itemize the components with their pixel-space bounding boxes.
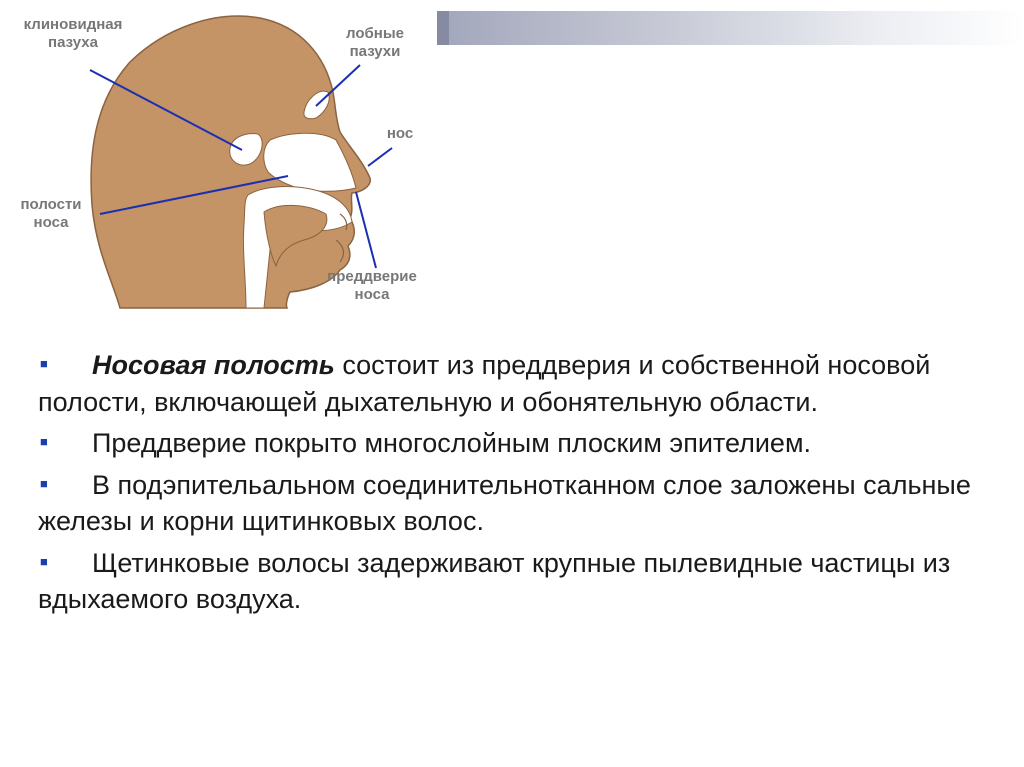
bullet-text: Щетинковые волосы задерживают крупные пылевидные частицы из вдыхаемого воздуха.	[38, 547, 951, 614]
label-line: лобные	[346, 25, 404, 42]
square-bullet-icon: ■	[40, 475, 48, 491]
label-line: клиновидная	[23, 16, 123, 33]
label-line: носа	[354, 286, 390, 303]
label-nasal-vestibule	[307, 268, 437, 304]
label-nasal-cavities	[6, 196, 96, 232]
pointer-nasal-vestibule	[356, 192, 376, 268]
label-frontal-sinuses	[330, 25, 420, 61]
bullet-item	[38, 424, 988, 462]
label-sphenoid-sinus	[8, 16, 138, 52]
bullet-item	[38, 466, 988, 540]
label-line: нос	[386, 125, 414, 142]
bullet-text: состоит из преддверия и собственной носовой полости, включающей дыхательную и обонятельную области.	[38, 350, 931, 417]
pointer-nose	[368, 148, 392, 166]
bullet-text: Преддверие покрыто многослойным плоским эпителием.	[92, 428, 812, 458]
bullet-text: В подэпительальном соединительнотканном слое заложены сальные железы и корни щитинковых волос.	[38, 469, 971, 536]
nasal-anatomy-figure	[0, 0, 440, 320]
bullet-emphasis: Носовая полость	[92, 350, 335, 380]
band-fade	[449, 11, 1024, 45]
bullet-item	[38, 346, 988, 420]
bullet-list	[38, 346, 988, 618]
square-bullet-icon: ■	[40, 434, 48, 449]
header-gradient-band	[437, 11, 1024, 45]
bullet-item	[38, 544, 988, 618]
label-line: преддверие	[327, 268, 417, 285]
label-line: пазуха	[48, 34, 98, 51]
square-bullet-icon: ■	[40, 356, 48, 371]
label-line: пазухи	[349, 43, 401, 60]
label-line: носа	[33, 214, 69, 231]
label-line: полости	[20, 196, 82, 213]
label-nose	[378, 125, 422, 143]
square-bullet-icon: ■	[40, 553, 48, 569]
